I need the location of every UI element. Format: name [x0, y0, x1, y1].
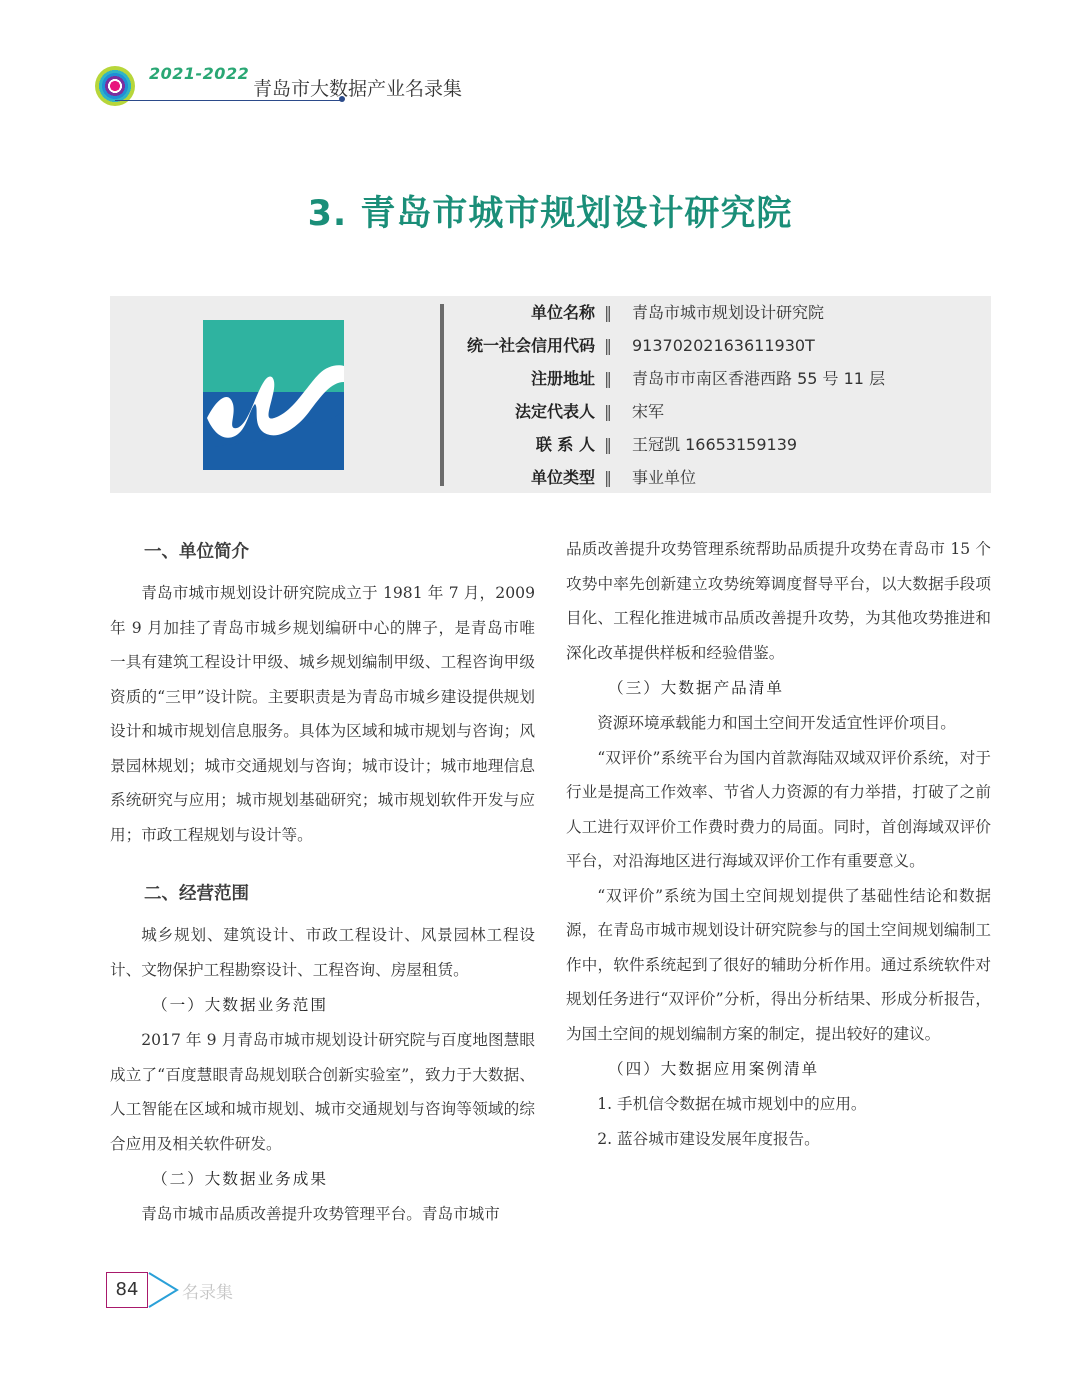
info-value: 青岛市市南区香港西路 55 号 11 层: [632, 369, 886, 388]
info-separator: ‖: [604, 435, 612, 454]
info-row-type: [450, 465, 990, 491]
info-row-contact: [450, 432, 990, 458]
page-number: 84: [106, 1272, 148, 1308]
info-row-legal-rep: [450, 399, 990, 425]
section-heading-intro: 一、单位简介: [144, 542, 249, 562]
header-book-title: 青岛市大数据产业名录集: [253, 78, 463, 100]
subsection-heading: （四）大数据应用案例清单: [608, 1060, 820, 1078]
info-separator: ‖: [604, 402, 612, 421]
info-value: 青岛市城市规划设计研究院: [632, 303, 825, 322]
paragraph: “双评价”系统平台为国内首款海陆双域双评价系统，对于行业是提高工作效率、节省人力资源的有力举措，打破了之前人工进行双评价工作费时费力的局面。同时，首创海域双评价平台，对沿海地区进行海域双评价工作有重要意义。: [566, 748, 991, 870]
paragraph: 品质改善提升攻势管理系统帮助品质提升攻势在青岛市 15 个攻势中率先创新建立攻势统筹调度督导平台，以大数据手段项目化、工程化推进城市品质改善提升攻势，为其他攻势推进和深化改革提供样板和经验借鉴。: [566, 540, 991, 662]
paragraph: 资源环境承载能力和国土空间开发适宜性评价项目。: [597, 714, 956, 732]
chevron-right-icon: [147, 1271, 179, 1309]
info-label: 统一社会信用代码: [466, 336, 595, 355]
info-value: 宋军: [632, 402, 665, 421]
info-separator: ‖: [604, 303, 612, 322]
info-value: 91370202163611930T: [632, 336, 815, 355]
company-logo-icon: [203, 320, 344, 470]
subsection-heading: （三）大数据产品清单: [608, 679, 784, 697]
running-header: [95, 66, 475, 110]
company-info-box: [110, 296, 991, 493]
list-item: 1. 手机信令数据在城市规划中的应用。: [597, 1095, 867, 1113]
info-label: 注册地址: [530, 369, 595, 388]
paragraph: 青岛市城市规划设计研究院成立于 1981 年 7 月，2009 年 9 月加挂了青岛市城乡规划编研中心的牌子，是青岛市唯一具有建筑工程设计甲级、城乡规划编制甲级、工程咨询甲级资质的“三甲”设计院。主要职责是为青岛市城乡建设提供规划设计和城市规划信息服务。具体为区域和城市规划与咨询；风景园林规划；城市交通规划与咨询；城市设计；城市地理信息系统研究与应用；城市规划基础研究；城市规划软件开发与应用；市政工程规划与设计等。: [110, 584, 535, 844]
info-label: 联 系 人: [535, 435, 595, 454]
paragraph: 青岛市城市品质改善提升攻势管理平台。青岛市城市: [141, 1205, 500, 1223]
subsection-heading: （一）大数据业务范围: [152, 996, 328, 1014]
info-divider-bar: [440, 304, 444, 486]
info-row-credit-code: [450, 333, 990, 359]
list-item: 2. 蓝谷城市建设发展年度报告。: [597, 1129, 820, 1148]
section-heading-scope: 二、经营范围: [144, 884, 249, 904]
info-separator: ‖: [604, 336, 612, 355]
paragraph: 2017 年 9 月青岛市城市规划设计研究院与百度地图慧眼成立了“百度慧眼青岛规划联合创新实验室”，致力于大数据、人工智能在区域和城市规划、城市交通规划与咨询等领域的综合应用及相关软件研发。: [110, 1031, 535, 1153]
left-column: [110, 530, 535, 1232]
info-row-address: [450, 366, 990, 392]
right-column: [566, 532, 991, 1156]
info-row-name: [450, 300, 990, 326]
info-label: 单位类型: [530, 468, 595, 487]
info-value: 王冠凯 16653159139: [632, 435, 798, 454]
page-title: 3. 青岛市城市规划设计研究院: [307, 194, 793, 234]
info-label: 单位名称: [530, 303, 595, 322]
info-separator: ‖: [604, 369, 612, 388]
header-year: 2021-2022: [149, 64, 250, 83]
info-value: 事业单位: [632, 468, 697, 487]
paragraph: “双评价”系统为国土空间规划提供了基础性结论和数据源，在青岛市城市规划设计研究院参与的国土空间规划编制工作中，软件系统起到了很好的辅助分析作用。通过系统软件对规划任务进行“双评价”分析，得出分析结果、形成分析报告，为国土空间的规划编制方案的制定，提出较好的建议。: [566, 886, 991, 1043]
info-separator: ‖: [604, 468, 612, 487]
subsection-heading: （二）大数据业务成果: [152, 1170, 328, 1188]
info-label: 法定代表人: [514, 402, 595, 421]
paragraph: 城乡规划、建筑设计、市政工程设计、风景园林工程设计、文物保护工程勘察设计、工程咨询、房屋租赁。: [110, 926, 535, 979]
footer-label: 名录集: [182, 1283, 233, 1303]
